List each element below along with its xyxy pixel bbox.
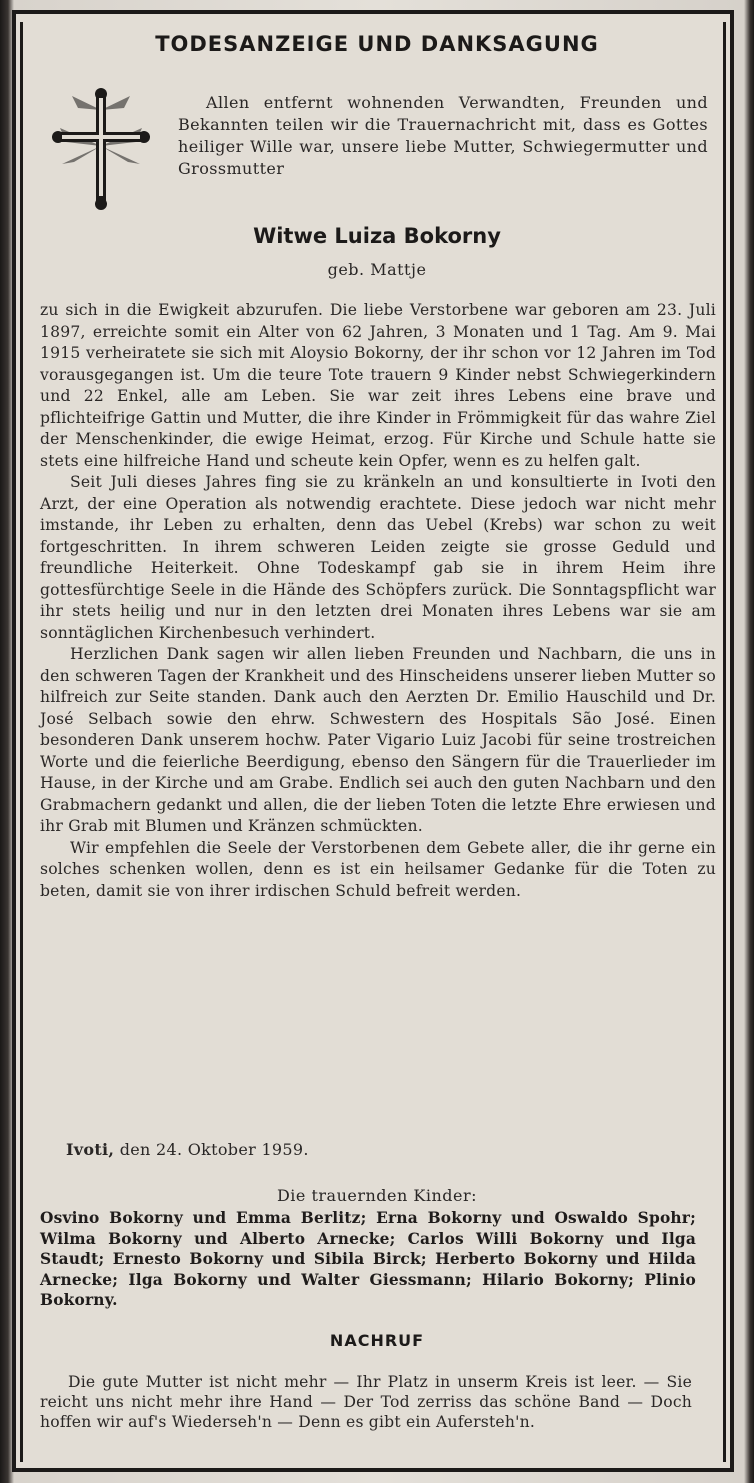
body-paragraph-thanks: Herzlichen Dank sagen wir allen lieben Freunden und Nachbarn, die uns in den schweren Tagen der Krankheit und des Hinscheidens unserer lieben Mutter so hilfreich zur Seite standen. Dank auch den Aerzten Dr. Emilio Hauschild und Dr. José Selbach sowie den ehrw. Schwestern des Hospitals São José. Einen besonderen Dank unserem hochw. Pater Vigario Luiz Jacobi für seine trostreichen Worte und die feierliche Beerdigung, ebenso den Sängern für die Trauerlieder im Hause, in der Kirche und am Grabe. Endlich sei auch den guten Nachbarn und den Grabmachern gedankt und allen, die der lieben Toten die letzte Ehre erwiesen und ihr Grab mit Blumen und Kränzen schmückten. — [40, 645, 716, 835]
children-heading: Die trauernden Kinder: — [276, 1186, 478, 1205]
body-paragraph-prayer: Wir empfehlen die Seele der Verstorbenen dem Gebete aller, die ihr gerne ein solches schenken wollen, denn es ist ein heilsamer Gedanke für die Toten zu beten, damit sie von ihrer irdischen Schuld befreit werden. — [40, 838, 716, 900]
deceased-name: Witwe Luiza Bokorny — [253, 224, 501, 248]
maiden-name: geb. Mattje — [327, 260, 427, 279]
intro-text: Allen entfernt wohnenden Verwandten, Freunden und Bekannten teilen wir die Trauernachricht mit, dass es Gottes heiliger Wille war, unsere liebe Mutter, Schwiegermutter und Grossmutter — [178, 93, 708, 178]
date-text: den 24. Oktober 1959. — [119, 1140, 309, 1159]
notice-body — [40, 300, 716, 902]
place-name: Ivoti, — [66, 1140, 115, 1159]
nachruf-heading: NACHRUF — [329, 1331, 425, 1350]
place-date-line — [66, 1140, 466, 1159]
notice-title: TODESANZEIGE UND DANKSAGUNG — [155, 32, 599, 56]
nachruf-text: Die gute Mutter ist nicht mehr — Ihr Platz in unserm Kreis ist leer. — Sie reicht uns nicht mehr ihre Hand — Der Tod zerriss das schöne Band — Doch hoffen wir auf's Wiederseh'n — Denn es gibt ein Aufersteh'n. — [40, 1373, 692, 1431]
children-list: Osvino Bokorny und Emma Berlitz; Erna Bokorny und Oswaldo Spohr; Wilma Bokorny und Alberto Arnecke; Carlos Willi Bokorny und Ilga Staudt; Ernesto Bokorny und Sibila Birck; Herberto Bokorny und Hilda Arnecke; Ilga Bokorny und Walter Giessmann; Hilario Bokorny; Plinio Bokorny. — [40, 1209, 696, 1309]
body-paragraph-life: zu sich in die Ewigkeit abzurufen. Die liebe Verstorbene war geboren am 23. Juli 1897, erreichte somit ein Alter von 62 Jahren, 3 Monaten und 1 Tag. Am 9. Mai 1915 verheiratete sie sich mit Aloysio Bokorny, der ihr schon vor 12 Jahren im Tod vorausgegangen ist. Um die teure Tote trauern 9 Kinder nebst Schwiegerkindern und 22 Enkel, alle am Leben. Sie war zeit ihres Lebens eine brave und pflichteifrige Gattin und Mutter, die ihre Kinder in Frömmigkeit für das wahre Ziel der Menschenkinder, die ewige Heimat, erzog. Für Kirche und Schule hatte sie stets eine hilfreiche Hand und scheute kein Opfer, wenn es zu helfen galt. — [40, 301, 716, 470]
body-paragraph-illness: Seit Juli dieses Jahres fing sie zu kränkeln an und konsultierte in Ivoti den Arzt, der eine Operation als notwendig erachtete. Diese jedoch war nicht mehr imstande, ihr Leben zu erhalten, denn das Uebel (Krebs) war schon zu weit fortgeschritten. In ihrem schweren Leiden zeigte sie grosse Geduld und freundliche Heiterkeit. Ohne Todeskampf gab sie in ihrem Heim ihre gottesfürchtige Seele in die Hände des Schöpfers zurück. Die Sonntagspflicht war ihr stets heilig und nur in den letzten drei Monaten ihres Lebens war sie am sonntäglichen Kirchenbesuch verhindert. — [40, 473, 716, 642]
ornate-cross-icon — [52, 88, 150, 212]
